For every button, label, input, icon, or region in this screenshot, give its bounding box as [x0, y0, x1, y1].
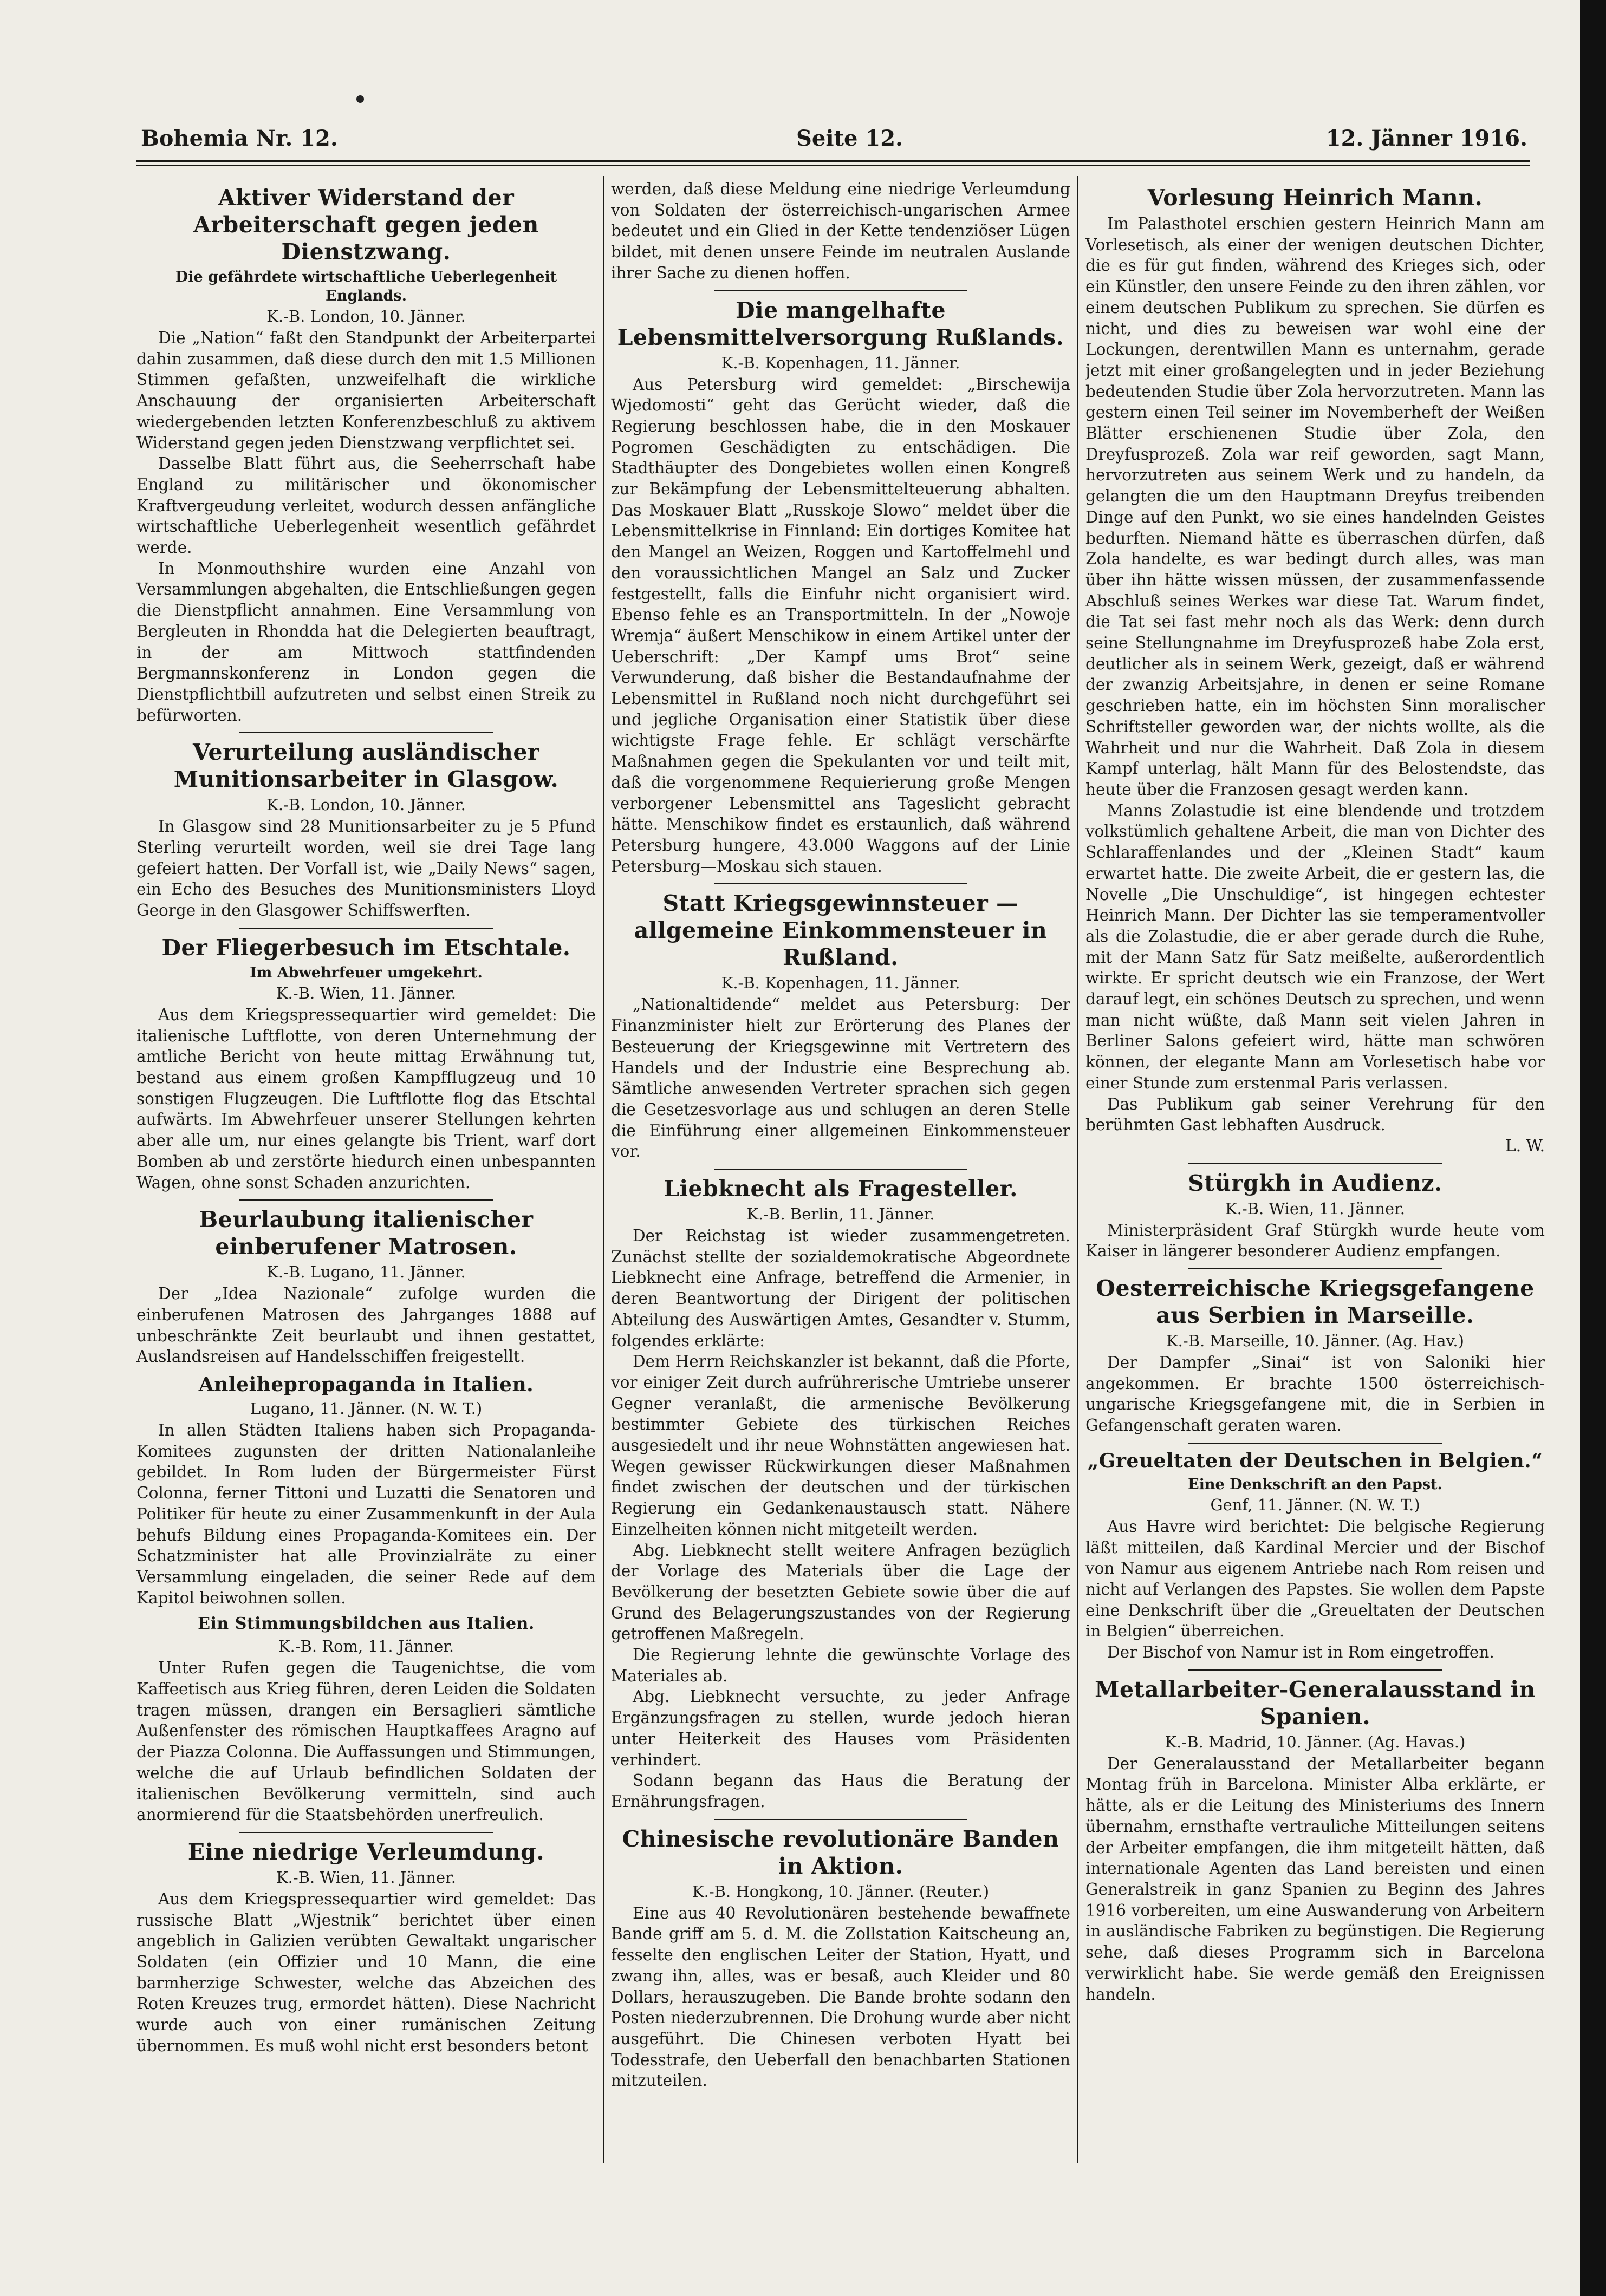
dateline: K.-B. Kopenhagen, 11. Jänner.: [721, 974, 960, 993]
dateline: K.-B. Wien, 11. Jänner.: [276, 1868, 456, 1887]
article-title: Vorlesung Heinrich Mann.: [1147, 185, 1483, 211]
separator: [714, 883, 967, 884]
header-left: Bohemia Nr. 12.: [141, 126, 338, 151]
scan-edge: [1580, 0, 1606, 2296]
paragraph: Manns Zolastudie ist eine blendende und trotzdem volkstümlich gehaltene Arbeit, die man von Dichter des Schlaraffenlandes und der „Kleinen Stadt“ kaum erwartet hatte. Die zweite Arbeit, die er gestern las, die Novelle „Die Unschuldige“, ist hingegen echtester Heinrich Mann. Der Dichter las sie temperamentvoller als die Zolastudie, die er aber gerade durch die Ruhe, mit der Mann Satz für Satz meißelte, außerordentlich wirkte. Er spricht deutsch wie ein Franzose, der Wert darauf legt, ein schönes Deutsch zu sprechen, und wenn man nicht wüßte, daß Mann seit vielen Jahren in Berliner Salons gefeiert wird, hätte man schwören können, der elegante Mann am Vorlesetisch habe vor einer Stunde zum erstenmal Paris verlassen.: [1085, 801, 1545, 1092]
paragraph-continued: werden, daß diese Meldung eine niedrige Verleumdung von Soldaten der österreichisch-ungarischen Armee bedeutet und ein Glied in der Kette tendenziöser Lügen bildet, mit denen unsere Feinde im neutralen Auslande ihrer Sache zu dienen hoffen.: [611, 180, 1070, 282]
article-title: „Greueltaten der Deutschen in Belgien.“: [1087, 1449, 1543, 1472]
paragraph: Im Palasthotel erschien gestern Heinrich Mann am Vorlesetisch, als einer der wenigen deutschen Dichter, die es für gut finden, während des Krieges sich, oder ein Künstler, den unsere Feinde zu den ihren zählen, vor einem deutschen Publikum zu sprechen. Sie dürfen es nicht, und dies zu beweisen war wohl eine der Lockungen, derentwillen Mann es unternahm, gerade jetzt mit einer großangelegten und in jeder Beziehung bedeutenden Studie über Zola hervorzutreten. Mann las gestern einen Teil seiner im Novemberheft der Weißen Blätter erschienenen Studie über Zola, den Dreyfusprozeß. Zola war reif geworden, sagt Mann, hervorzutreten aus seinem Werk und zu handeln, da gelangten die um den Hauptmann Dreyfus treibenden Dinge auf den Punkt, wo sie eines handelnden Geistes bedurften. Niemand hätte es überraschen dürfen, daß Zola handelte, es war bedingt durch alles, was man über ihn hätte wissen müssen, der zusammenfassende Abschluß seines Werkes war diese Tat. Warum findet, die Tat sei fast mehr noch als das Werk: denn durch seine Stellungnahme im Dreyfusprozeß habe Zola erst, deutlicher als in seinem Werk, gezeigt, daß er während der zwanzig Arbeitsjahre, in denen er seine Romane geschrieben hatte, ein im höchsten Sinn moralischer Schriftsteller geworden war, der nichts wollte, als die Wahrheit und nur die Wahrheit. Daß Zola in diesem Kampf unterlag, hält Mann für des Belostendste, das heute über die Franzosen gesagt werden kann.: [1085, 214, 1545, 799]
header-right: 12. Jänner 1916.: [1325, 126, 1527, 151]
paragraph: Unter Rufen gegen die Taugenichtse, die vom Kaffeetisch aus Krieg führen, deren Leiden die Soldaten tragen müssen, drangen ein Bersaglieri sämtliche Außenfenster des römischen Hauptkaffees Aragno auf der Piazza Colonna. Die Auffassungen und Stimmungen, welche die auf Urlaub befindlichen Soldaten der italienischen Bevölkerung vermitteln, sind auch anormierend für die Staatsbehörden unerfreulich.: [136, 1659, 596, 1824]
article-title: Verurteilung ausländischer Munitionsarbeiter in Glasgow.: [173, 739, 559, 793]
dateline: K.-B. Rom, 11. Jänner.: [278, 1637, 454, 1656]
article-title: Der Fliegerbesuch im Etschtale.: [161, 934, 571, 961]
separator: [1188, 1163, 1442, 1164]
header-rule-1: [136, 160, 1530, 162]
article-subtitle: Eine Denkschrift an den Papst.: [1188, 1476, 1442, 1493]
paragraph: Abg. Liebknecht stellt weitere Anfragen bezüglich der Vorlage des Materials über die Lage der Bevölkerung der besetzten Gebiete sowie über die auf Grund des Belagerungszustandes von der Regierung getroffenen Maßregeln.: [611, 1541, 1070, 1643]
header-rule-2: [136, 165, 1530, 166]
paragraph: Die „Nation“ faßt den Standpunkt der Arbeiterpartei dahin zusammen, daß diese durch den mit 1.5 Millionen Stimmen gefaßten, unzweifelhaft die wirkliche Anschauung der organisierten Arbeiterschaft wiedergebenden letzten Konferenzbeschluß zu aktivem Widerstand gegen jeden Dienstzwang verpflichtet sei.: [136, 329, 596, 452]
dateline: K.-B. London, 10. Jänner.: [266, 307, 466, 325]
paragraph: Der Reichstag ist wieder zusammengetreten. Zunächst stellte der sozialdemokratische Abgeordnete Liebknecht eine Anfrage, betreffend die Armenier, in deren Beantwortung der Dirigent der politischen Abteilung des Auswärtigen Amtes, Gesandter v. Stumm, folgendes erklärte:: [611, 1227, 1070, 1350]
paragraph: In allen Städten Italiens haben sich Propaganda-Komitees zugunsten der dritten Nationalanleihe gebildet. In Rom luden der Bürgermeister Fürst Colonna, ferner Tittoni und Luzatti die Senatoren und Politiker für heute zu einer Zusammenkunft in der Aula behufs Bildung eines Propaganda-Komitees ein. Der Schatzminister hat alle Provinzialräte zu einer Versammlung eingeladen, die seiner Rede auf dem Kapitol beiwohnen sollen.: [136, 1421, 596, 1607]
separator: [1188, 1443, 1442, 1444]
article-title: Chinesische revolutionäre Banden in Aktion.: [622, 1825, 1059, 1879]
paragraph: Der Generalausstand der Metallarbeiter begann Montag früh in Barcelona. Minister Alba erklärte, er hätte, als er die Leitung des Ministeriums des Innern übernahm, ernsthafte vertrauliche Mitteilungen seitens der Arbeiter empfangen, die ihm mitgeteilt hätten, daß internationale Agenten das Land bereisten und einen Generalstreik in ganz Spanien zu Beginn des Jahres 1916 vorbereiten, um eine Auswanderung von Arbeitern in ausländische Fabriken zu begünstigen. Die Regierung sehe, daß dieses Programm sich in Barcelona verwirklicht habe. Sie werde gemäß den Ereignissen handeln.: [1085, 1754, 1545, 2004]
separator: [239, 1832, 493, 1833]
dateline: K.-B. Wien, 11. Jänner.: [276, 983, 456, 1002]
signature: L. W.: [1505, 1136, 1545, 1155]
separator: [239, 732, 493, 733]
dateline: K.-B. Wien, 11. Jänner.: [1225, 1199, 1405, 1218]
header-center: Seite 12.: [796, 126, 903, 151]
dateline: K.-B. Kopenhagen, 11. Jänner.: [721, 353, 960, 372]
column-2: [611, 179, 1070, 2258]
article-title: Metallarbeiter-Generalausstand in Spanien.: [1095, 1676, 1536, 1730]
paragraph: Dasselbe Blatt führt aus, die Seeherrschaft habe England zu militärischer und ökonomischer Kraftvergeudung verleitet, wodurch dessen anfängliche wirtschaftliche Ueberlegenheit wesentlich gefährdet werde.: [136, 454, 596, 557]
paragraph: Aus Havre wird berichtet: Die belgische Regierung läßt mitteilen, daß Kardinal Mercier und der Bischof von Namur aus eigenem Antriebe nach Rom reisen und nicht auf Verlangen des Papstes. Sie wollen dem Papste eine Denkschrift über die „Greueltaten der Deutschen in Belgien“ überreichen.: [1085, 1517, 1545, 1641]
ink-dot: [356, 95, 364, 103]
paragraph: Aus Petersburg wird gemeldet: „Birschewija Wjedomosti“ geht das Gerücht wieder, daß die Regierung beschlossen habe, die in den Moskauer Pogromen Geschädigten zu entschädigen. Die Stadthäupter des Dongebietes wollen einen Kongreß zur Bekämpfung der Lebensmittelteuerung abhalten. Das Moskauer Blatt „Russkoje Slowo“ meldet über die Lebensmittelkrise in Finnland: Ein dortiges Komitee hat den Mangel an Weizen, Roggen und Kartoffelmehl und den voraussichtlichen Mangel an Salz und Zucker festgestellt, falls die Einfuhr nicht organisiert wird. Ebenso fehle es an Transportmitteln. In der „Nowoje Wremja“ äußert Menschikow in einem Artikel unter der Ueberschrift: „Der Kampf ums Brot“ seine Verwunderung, daß bisher die Bestandaufnahme der Lebensmittel in Rußland noch nicht durchgeführt sei und jegliche Organisation einer Statistik über diese wichtigste Frage fehle. Er schlägt verschärfte Maßnahmen gegen die Spekulanten vor und teilt mit, daß die vorgenommene Requierierung große Mengen verborgener Lebensmittel ans Tageslicht gebracht hätte. Menschikow findet es erstaunlich, daß während Petersburg hungere, 43.000 Waggons auf der Linie Petersburg—Moskau sich stauen.: [611, 375, 1070, 876]
separator: [1188, 1268, 1442, 1269]
dateline: K.-B. London, 10. Jänner.: [266, 795, 466, 814]
paragraph: Der Bischof von Namur ist in Rom eingetroffen.: [1107, 1643, 1494, 1662]
article-title: Ein Stimmungsbildchen aus Italien.: [198, 1614, 535, 1634]
separator: [239, 1199, 493, 1201]
paragraph: Die Regierung lehnte die gewünschte Vorlage des Materiales ab.: [611, 1646, 1070, 1685]
separator: [714, 290, 967, 291]
paragraph: Ministerpräsident Graf Stürgkh wurde heute vom Kaiser in längerer besonderer Audienz empfangen.: [1085, 1221, 1545, 1261]
dateline: K.-B. Berlin, 11. Jänner.: [746, 1205, 935, 1224]
paragraph: Aus dem Kriegspressequartier wird gemeldet: Das russische Blatt „Wjestnik“ berichtet über einen angeblich in Galizien verübten Gewaltakt ungarischer Soldaten (ein Offizier und 10 Mann, die eine barmherzige Schwester, welche das Abzeichen des Roten Kreuzes trug, ermordet hätten). Diese Nachricht wurde auch von einer rumänischen Zeitung übernommen. Es muß wohl nicht erst besonders betont: [136, 1889, 596, 2055]
paragraph: Eine aus 40 Revolutionären bestehende bewaffnete Bande griff am 5. d. M. die Zollstation Kaitscheung an, fesselte den englischen Leiter der Station, Hyatt, und zwang ihn, alles, was er besaß, auch Kleider und 80 Dollars, herauszugeben. Die Bande brohte sodann den Posten niederzubrennen. Die Drohung wurde aber nicht ausgeführt. Die Chinesen verboten Hyatt bei Todesstrafe, den Ueberfall den benachbarten Stationen mitzuteilen.: [611, 1903, 1070, 2090]
article-title: Aktiver Widerstand der Arbeiterschaft gegen jeden Dienstzwang.: [193, 185, 539, 265]
column-1: [136, 179, 596, 2258]
separator: [1188, 1669, 1442, 1671]
article-title: Liebknecht als Fragesteller.: [664, 1176, 1018, 1202]
dateline: K.-B. Marseille, 10. Jänner. (Ag. Hav.): [1166, 1332, 1464, 1351]
separator: [239, 928, 493, 929]
paragraph: Der Dampfer „Sinai“ ist von Saloniki hier angekommen. Er brachte 1500 österreichisch-ungarische Kriegsgefangene mit, die in Serbien in Gefangenschaft geraten waren.: [1085, 1353, 1545, 1435]
article-title: Stürgkh in Audienz.: [1188, 1170, 1442, 1196]
paragraph: „Nationaltidende“ meldet aus Petersburg: Der Finanzminister hielt zur Erörterung des Planes der Besteuerung der Kriegsgewinne mit Vertretern des Handels und der Industrie eine Besprechung ab. Sämtliche anwesenden Vertreter sprachen sich gegen die Gesetzesvorlage aus und schlugen an deren Stelle die Einführung einer allgemeinen Einkommensteuer vor.: [611, 995, 1070, 1161]
separator: [714, 1169, 967, 1170]
column-rule-2: [1077, 176, 1078, 2163]
article-title: Oesterreichische Kriegsgefangene aus Serbien in Marseille.: [1096, 1275, 1535, 1329]
paragraph: Aus dem Kriegspressequartier wird gemeldet: Die italienische Luftflotte, von deren Unternehmung der amtliche Bericht von heute mittag Erwähnung tut, bestand aus einem großen Kampfflugzeug und 10 sonstigen Flugzeugen. Die Luftflotte flog das Etschtal aufwärts. Im Abwehrfeuer unserer Stellungen kehrten aber alle um, nur eines gelangte bis Trient, warf dort Bomben ab und zerstörte hiedurch einen unbespannten Wagen, ohne sonst Schaden anzurichten.: [136, 1005, 596, 1192]
column-rule-1: [603, 176, 604, 2163]
dateline: Lugano, 11. Jänner. (N. W. T.): [250, 1399, 483, 1418]
paragraph: Sodann begann das Haus die Beratung der Ernährungsfragen.: [611, 1771, 1070, 1811]
paragraph: Abg. Liebknecht versuchte, zu jeder Anfrage Ergänzungsfragen zu stellen, wurde jedoch hieran unter Heiterkeit des Hauses vom Präsidenten verhindert.: [611, 1687, 1070, 1769]
dateline: K.-B. Madrid, 10. Jänner. (Ag. Havas.): [1165, 1732, 1466, 1751]
dateline: Genf, 11. Jänner. (N. W. T.): [1210, 1495, 1420, 1514]
paragraph: Das Publikum gab seiner Verehrung für den berühmten Gast lebhaften Ausdruck.: [1085, 1094, 1545, 1134]
article-title: Die mangelhafte Lebensmittelversorgung Rußlands.: [617, 297, 1064, 350]
article-title: Statt Kriegsgewinnsteuer — allgemeine Einkommensteuer in Rußland.: [634, 890, 1048, 971]
paragraph: In Monmouthshire wurden eine Anzahl von Versammlungen abgehalten, die Entschließungen gegen die Dienstpflicht annahmen. Eine Versammlung von Bergleuten in Rhondda hat die Delegierten beauftragt, in der am Mittwoch stattfindenden Bergmannskonferenz in London gegen die Dienstpflichtbill aufzutreten und selbst einen Streik zu befürworten.: [136, 559, 596, 725]
paragraph: Dem Herrn Reichskanzler ist bekannt, daß die Pforte, vor einiger Zeit durch aufrührerische Umtriebe unserer Gegner veranlaßt, die armenische Bevölkerung bestimmter Gebiete des türkischen Reiches ausgesiedelt und ihr neue Wohnstätten angewiesen hat. Wegen gewisser Rückwirkungen dieser Maßnahmen findet zwischen der deutschen und der türkischen Regierung ein Gedankenaustausch statt. Nähere Einzelheiten können nicht mitgeteilt werden.: [611, 1352, 1070, 1538]
separator: [714, 1819, 967, 1820]
paragraph: Der „Idea Nazionale“ zufolge wurden die einberufenen Matrosen des Jahrganges 1888 auf unbeschränkte Zeit beurlaubt und ihnen gestattet, Auslandsreisen auf Handelsschiffen freigestellt.: [136, 1284, 596, 1366]
paragraph: In Glasgow sind 28 Munitionsarbeiter zu je 5 Pfund Sterling verurteilt worden, weil sie drei Tage lang gefeiert hatten. Der Vorfall ist, wie „Daily News“ sagen, ein Echo des Besuches des Munitionsministers Lloyd George in den Glasgower Schiffswerften.: [136, 817, 596, 920]
page-header: [141, 126, 1527, 164]
dateline: K.-B. Lugano, 11. Jänner.: [266, 1263, 466, 1282]
dateline: K.-B. Hongkong, 10. Jänner. (Reuter.): [692, 1882, 990, 1901]
article-title: Anleihepropaganda in Italien.: [198, 1373, 534, 1397]
article-title: Eine niedrige Verleumdung.: [187, 1838, 545, 1865]
article-title: Beurlaubung italienischer einberufener Matrosen.: [199, 1206, 534, 1260]
article-subtitle: Im Abwehrfeuer umgekehrt.: [250, 964, 483, 981]
article-subtitle: Die gefährdete wirtschaftliche Ueberlegenheit Englands.: [175, 269, 557, 304]
column-3: [1085, 179, 1545, 2258]
